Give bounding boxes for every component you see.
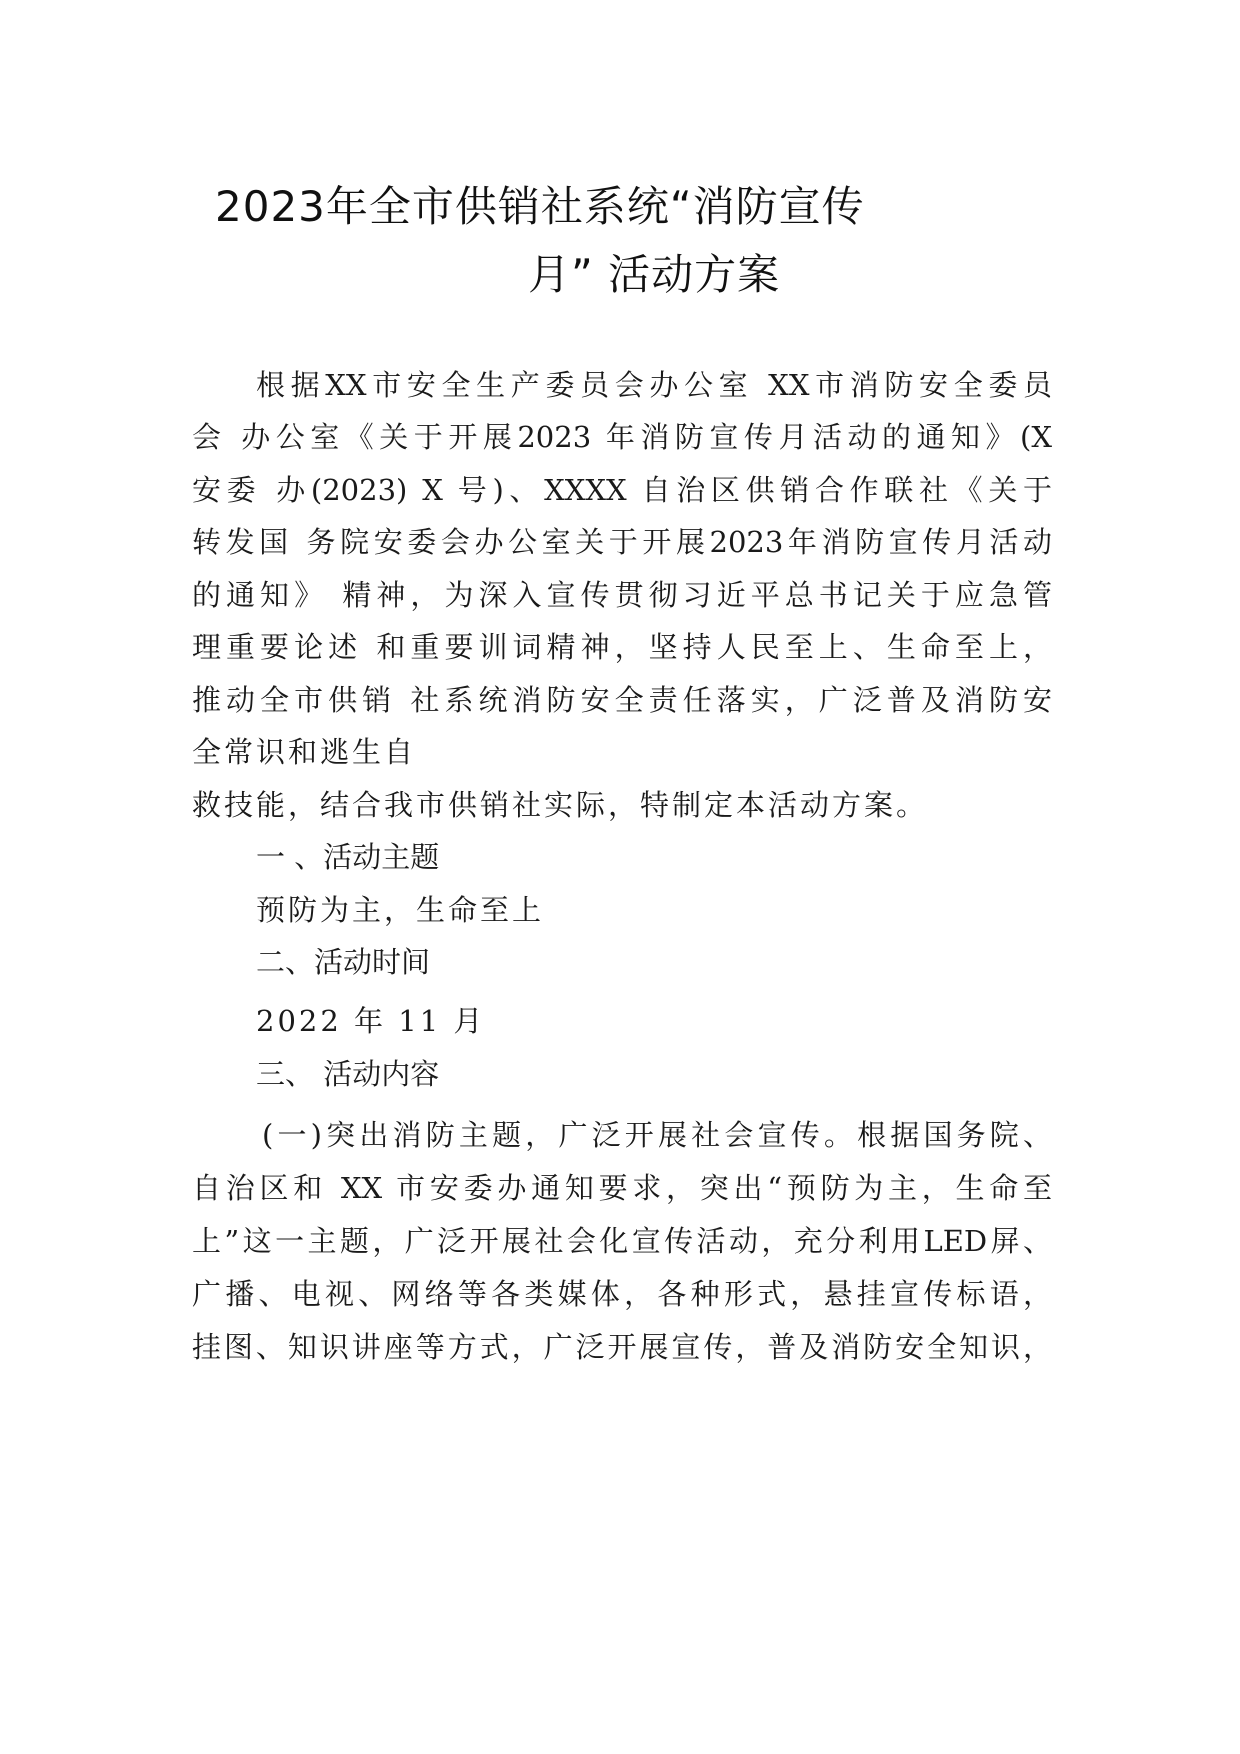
intro-line-2: 会 办公室《关于开展2023 年消防宣传月活动的通知》(X xyxy=(192,420,1052,454)
intro-line-3: 安委 办(2023) X 号)、XXXX 自治区供销合作联社《关于 xyxy=(192,473,1052,507)
intro-line-8: 全常识和逃生自 xyxy=(192,735,417,769)
intro-line-7: 推动全市供销 社系统消防安全责任落实，广泛普及消防安 xyxy=(192,683,1052,717)
document-title-line-2: 月” 活动方案 xyxy=(528,250,781,299)
section-3-line-5: 挂图、知识讲座等方式，广泛开展宣传，普及消防安全知识， xyxy=(192,1330,1052,1364)
document-title-line-1: 2023年全市供销社系统“消防宣传 xyxy=(215,182,865,231)
section-1-body: 预防为主，生命至上 xyxy=(256,893,545,927)
section-3-line-2: 自治区和 XX 市安委办通知要求，突出“预防为主，生命至 xyxy=(192,1171,1052,1205)
intro-line-1: 根据XX市安全生产委员会办公室 XX市消防安全委员 xyxy=(256,368,1052,402)
section-2-heading: 二、活动时间 xyxy=(256,945,431,979)
section-2-body: 2022 年 11 月 xyxy=(256,1004,486,1038)
intro-line-9: 救技能，结合我市供销社实际，特制定本活动方案。 xyxy=(192,788,929,822)
intro-line-6: 理重要论述 和重要训词精神，坚持人民至上、生命至上， xyxy=(192,630,1052,664)
intro-line-5: 的通知》 精神，为深入宣传贯彻习近平总书记关于应急管 xyxy=(192,578,1052,612)
section-1-heading: 一 、活动主题 xyxy=(256,840,440,874)
intro-line-4: 转发国 务院安委会办公室关于开展2023年消防宣传月活动 xyxy=(192,525,1052,559)
section-3-line-3: 上”这一主题，广泛开展社会化宣传活动，充分利用LED屏、 xyxy=(192,1224,1052,1258)
section-3-line-4: 广播、电视、网络等各类媒体，各种形式，悬挂宣传标语， xyxy=(192,1277,1052,1311)
section-3-heading: 三、 活动内容 xyxy=(256,1057,440,1091)
section-3-line-1: (一)突出消防主题，广泛开展社会宣传。根据国务院、 xyxy=(262,1118,1052,1152)
